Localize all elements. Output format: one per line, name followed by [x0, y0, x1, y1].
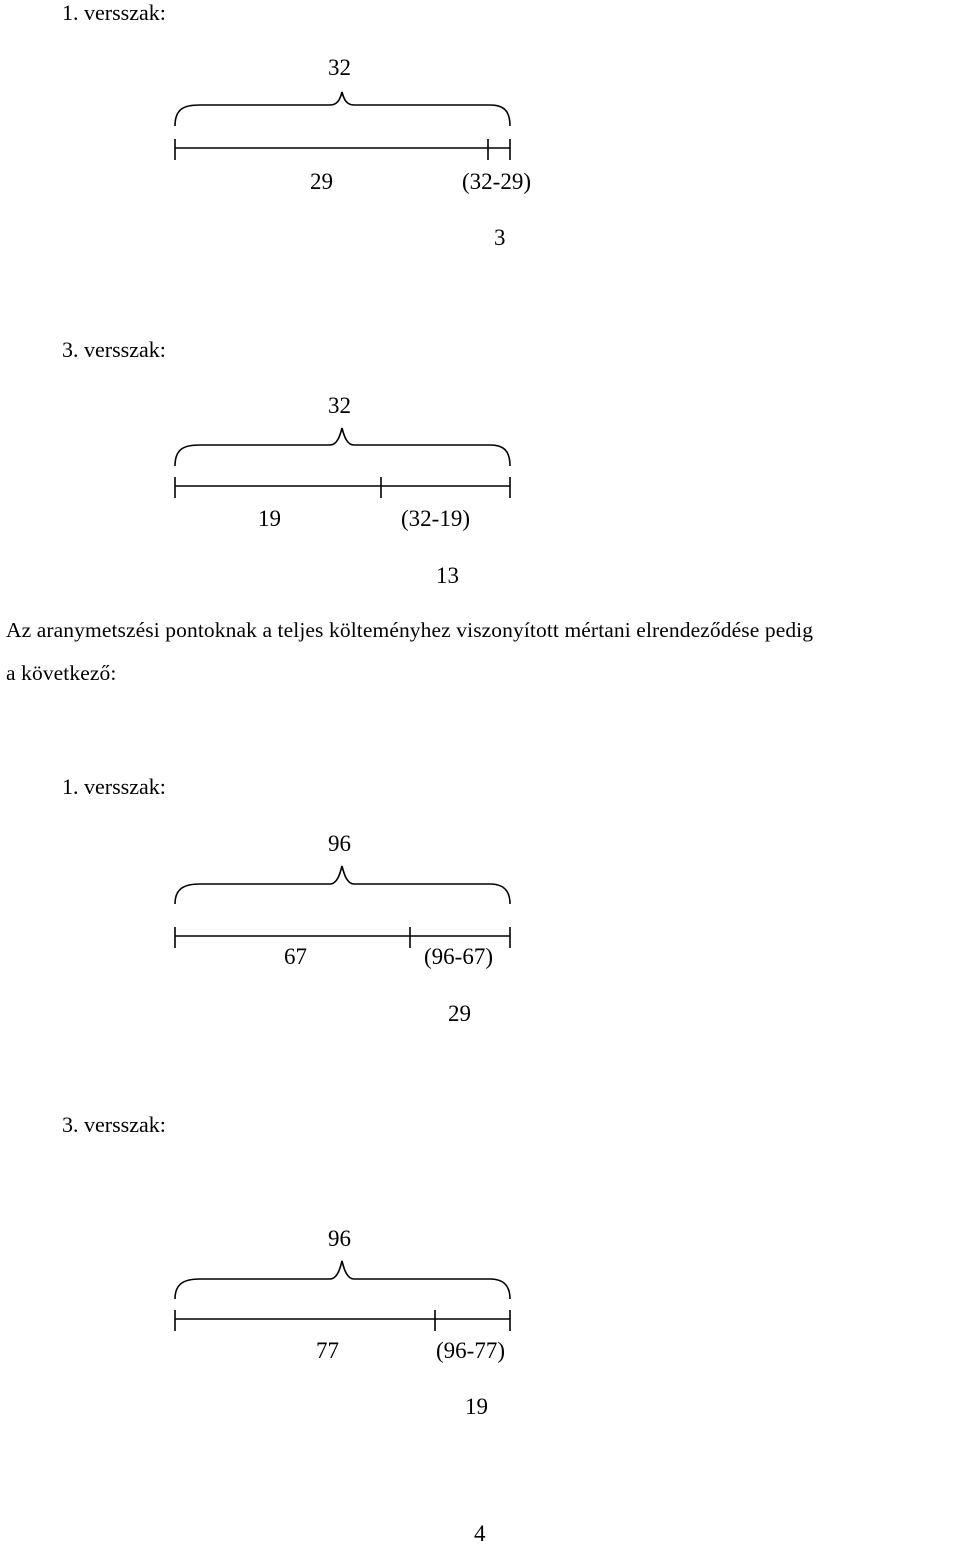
major-segment-label: 67	[284, 944, 307, 969]
major-segment-label: 77	[316, 1338, 339, 1363]
stanza-heading: 3. versszak:	[62, 337, 166, 362]
golden-section-diagram	[0, 424, 960, 504]
golden-section-diagram	[0, 88, 960, 168]
golden-section-diagram	[0, 1257, 960, 1347]
major-segment-label: 29	[310, 169, 333, 194]
minor-segment-expression: (96-67)	[424, 944, 493, 969]
total-length-label: 96	[328, 1226, 351, 1251]
minor-segment-value: 3	[494, 225, 506, 250]
total-brace	[175, 428, 510, 466]
total-brace	[175, 92, 510, 126]
golden-section-diagram	[0, 862, 960, 952]
stanza-heading: 3. versszak:	[62, 1112, 166, 1137]
minor-segment-expression: (32-19)	[401, 506, 470, 531]
total-length-label: 32	[328, 55, 351, 80]
minor-segment-value: 19	[465, 1394, 488, 1419]
minor-segment-expression: (32-29)	[462, 169, 531, 194]
total-brace	[175, 866, 510, 904]
total-length-label: 32	[328, 393, 351, 418]
page-number: 4	[474, 1521, 486, 1546]
paragraph-line-2: a következő:	[6, 661, 117, 685]
minor-segment-value: 29	[448, 1001, 471, 1026]
total-brace	[175, 1261, 510, 1299]
paragraph-line-1: Az aranymetszési pontoknak a teljes költeményhez viszonyított mértani elrendeződése pedig	[6, 618, 814, 642]
total-length-label: 96	[328, 831, 351, 856]
major-segment-label: 19	[258, 506, 281, 531]
minor-segment-expression: (96-77)	[436, 1338, 505, 1363]
minor-segment-value: 13	[436, 563, 459, 588]
stanza-heading: 1. versszak:	[62, 774, 166, 799]
stanza-heading: 1. versszak:	[62, 0, 166, 25]
